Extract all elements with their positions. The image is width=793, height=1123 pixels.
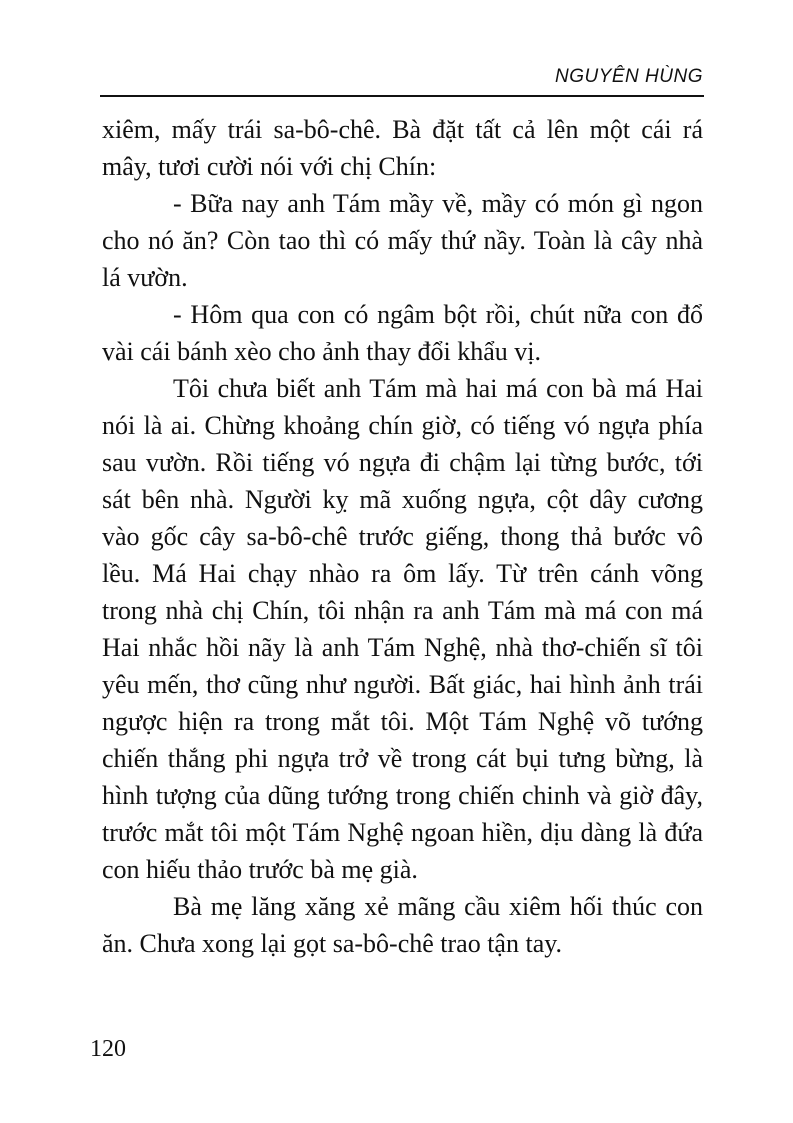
paragraph-narrative: Tôi chưa biết anh Tám mà hai má con bà má Hai nói là ai. Chừng khoảng chín giờ, có tiếng vó ngựa phía sau vườn. Rồi tiếng vó ngựa đi chậm lại từng bước, tới sát bên nhà. Người kỵ mã xuống ngựa, cột dây cương vào gốc cây sa-bô-chê trước giếng, thong thả bước vô lều. Má Hai chạy nhào ra ôm lấy. Từ trên cánh võng trong nhà chị Chín, tôi nhận ra anh Tám mà má con má Hai nhắc hồi nãy là anh Tám Nghệ, nhà thơ-chiến sĩ tôi yêu mến, thơ cũng như người. Bất giác, hai hình ảnh trái ngược hiện ra trong mắt tôi. Một Tám Nghệ võ tướng chiến thắng phi ngựa trở về trong cát bụi tưng bừng, là hình tượng của dũng tướng trong chiến chinh và giờ đây, trước mắt tôi một Tám Nghệ ngoan hiền, dịu dàng là đứa con hiếu thảo trước bà mẹ già.: [102, 374, 703, 884]
running-header-author: NGUYÊN HÙNG: [554, 66, 703, 87]
paragraph-continuation: xiêm, mấy trái sa-bô-chê. Bà đặt tất cả lên một cái rá mây, tươi cười nói với chị Chín:: [102, 115, 703, 181]
page-number: 120: [90, 1036, 126, 1062]
paragraph-closing: Bà mẹ lăng xăng xẻ mãng cầu xiêm hối thúc con ăn. Chưa xong lại gọt sa-bô-chê trao tận tay.: [102, 892, 703, 958]
page-body: [102, 111, 703, 962]
paragraph-dialogue-1: - Bữa nay anh Tám mầy về, mầy có món gì ngon cho nó ăn? Còn tao thì có mấy thứ nầy. Toàn là cây nhà lá vườn.: [102, 189, 703, 292]
header-rule: [100, 95, 704, 97]
paragraph-dialogue-2: - Hôm qua con có ngâm bột rồi, chút nữa con đổ vài cái bánh xèo cho ảnh thay đổi khẩu vị.: [102, 300, 703, 366]
